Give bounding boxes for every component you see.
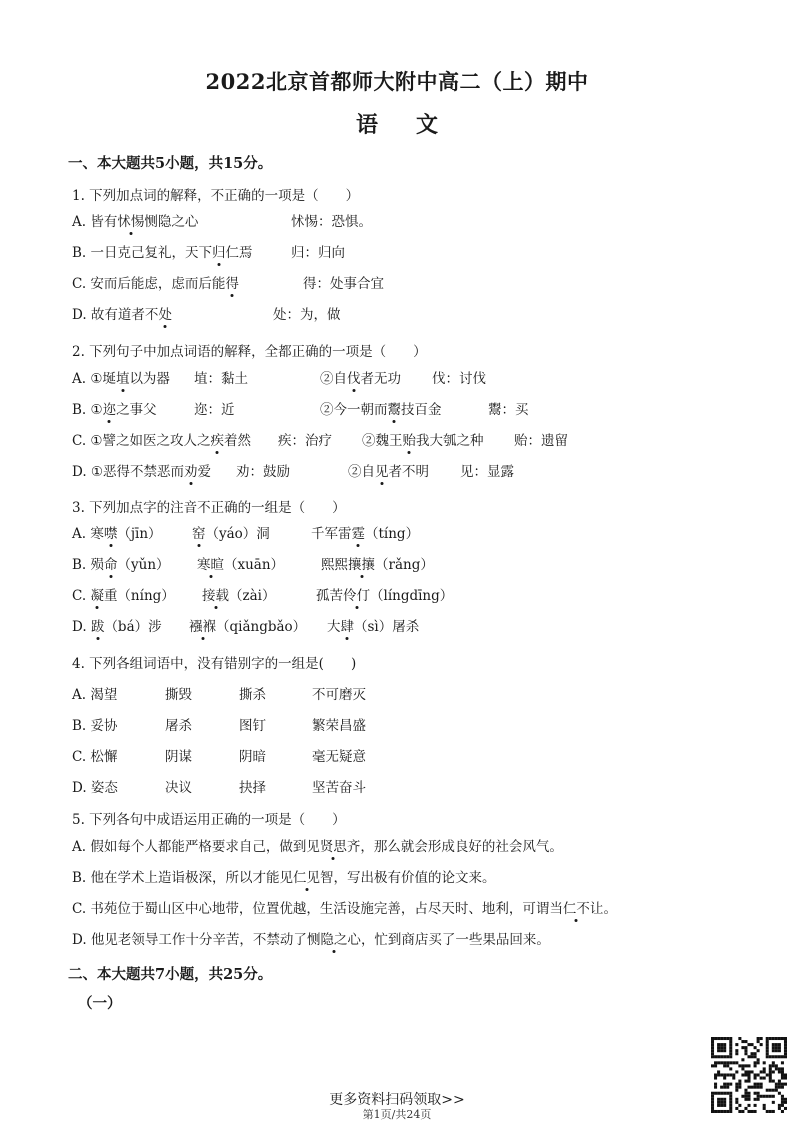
q3-option-c-word2: 接载（zài）: [202, 584, 275, 604]
q1-option-c-gloss: 得：处事合宜: [303, 276, 384, 292]
q2-option-a-gloss1: 埴：黏土: [194, 371, 248, 387]
q4-option-c-word3: 阴暗: [239, 749, 266, 765]
q2-option-b-part2: ②今一朝而鬻技百金: [320, 398, 442, 418]
question-5-stem: 5. 下列各句中成语运用正确的一项是（ ）: [72, 812, 346, 828]
q4-option-b-word2: 屠杀: [165, 718, 192, 734]
q1-option-c: C. 安而后能虑，虑而后能得: [72, 272, 239, 292]
q4-option-d-word4: 坚苦奋斗: [312, 780, 366, 796]
q4-option-b-word3: 图钉: [239, 718, 266, 734]
q3-option-d-word2: 襁褓（qiǎngbǎo）: [189, 615, 306, 635]
page-title: 2022北京首都师大附中高二（上）期中: [205, 69, 589, 94]
q4-option-b: B. 妥协: [72, 718, 118, 734]
q5-option-c: C. 书苑位于蜀山区中心地带，位置优越，生活设施完善，占尽天时、地利，可谓当仁不让。: [72, 897, 617, 917]
q2-option-a-gloss2: 伐：讨伐: [432, 371, 486, 387]
q4-option-a-word2: 撕毁: [165, 687, 192, 703]
q2-option-c-part2: ②魏王贻我大瓠之种: [362, 429, 484, 449]
q4-option-c-word2: 阴谋: [165, 749, 192, 765]
q4-option-b-word4: 繁荣昌盛: [312, 718, 366, 734]
q4-option-a: A. 渴望: [72, 687, 118, 703]
q3-option-d-word1: D. 跋（bá）涉: [72, 615, 162, 635]
q4-option-a-word3: 撕杀: [239, 687, 266, 703]
q2-option-d-gloss2: 见：显露: [460, 464, 514, 480]
q2-option-c-gloss1: 疾：治疗: [278, 433, 332, 449]
q4-option-a-word4: 不可磨灭: [312, 687, 366, 703]
q3-option-b-word3: 熙熙攘攘（rǎng）: [321, 553, 434, 573]
q5-option-a: A. 假如每个人都能严格要求自己，做到见贤思齐，那么就会形成良好的社会风气。: [72, 835, 563, 855]
question-2-stem: 2. 下列句子中加点词语的解释，全都正确的一项是（ ）: [72, 344, 427, 360]
q1-option-a-gloss: 怵惕：恐惧。: [291, 214, 372, 230]
q4-option-d-word2: 决议: [165, 780, 192, 796]
q3-option-d-word3: 大肆（sì）屠杀: [327, 615, 419, 635]
q1-option-a: A. 皆有怵惕恻隐之心: [72, 210, 198, 230]
q1-option-d-gloss: 处：为，做: [273, 307, 341, 323]
q4-option-d-word3: 抉择: [239, 780, 266, 796]
q2-option-a-part1: A. ①埏埴以为器: [72, 367, 170, 387]
q2-option-c-part1: C. ①譬之如医之攻人之疾着然: [72, 429, 251, 449]
q2-option-c-gloss2: 贻：遗留: [514, 433, 568, 449]
question-1-stem: 1. 下列加点词的解释，不正确的一项是（ ）: [72, 188, 360, 204]
q3-option-a-word2: 窑（yáo）洞: [192, 522, 270, 542]
q2-option-d-part2: ②自见者不明: [348, 460, 429, 480]
q2-option-d-part1: D. ①恶得不禁恶而劝爱: [72, 460, 211, 480]
q3-option-c-word3: 孤苦伶仃（língdīng）: [316, 584, 453, 604]
q3-option-b-word2: 寒暄（xuān）: [197, 553, 284, 573]
q3-option-a-word1: A. 寒噤（jīn）: [72, 522, 162, 542]
question-3-stem: 3. 下列加点字的注音不正确的一组是（ ）: [72, 500, 346, 516]
q2-option-d-gloss1: 劝：鼓励: [236, 464, 290, 480]
q1-option-b: B. 一日克己复礼，天下归仁焉: [72, 241, 253, 261]
question-4-stem: 4. 下列各组词语中，没有错别字的一组是( ): [72, 656, 357, 672]
q3-option-c-word1: C. 凝重（níng）: [72, 584, 175, 604]
q4-option-c-word4: 毫无疑意: [312, 749, 366, 765]
q1-option-d: D. 故有道者不处: [72, 303, 172, 323]
qr-code-icon[interactable]: [711, 1037, 787, 1113]
page-number: 第1页/共24页: [362, 1108, 432, 1121]
q2-option-b-gloss1: 迩：近: [194, 402, 235, 418]
q2-option-a-part2: ②自伐者无功: [320, 367, 401, 387]
q5-option-b: B. 他在学术上造诣极深，所以才能见仁见智，写出极有价值的论文来。: [72, 866, 496, 886]
q4-option-c: C. 松懈: [72, 749, 118, 765]
q5-option-d: D. 他见老领导工作十分辛苦，不禁动了恻隐之心，忙到商店买了一些果品回来。: [72, 928, 550, 948]
q3-option-b-word1: B. 殒命（yǔn）: [72, 553, 170, 573]
subject-title: 语文: [355, 112, 476, 138]
q4-option-d: D. 姿态: [72, 780, 118, 796]
q1-option-b-gloss: 归：归向: [291, 245, 345, 261]
section-heading-1: 一、本大题共5小题，共15分。: [68, 155, 273, 172]
footer-promo-link[interactable]: 更多资料扫码领取>>: [329, 1092, 465, 1108]
q3-option-a-word3: 千军雷霆（tíng）: [311, 522, 419, 542]
section-heading-2: 二、本大题共7小题，共25分。: [68, 966, 273, 983]
q2-option-b-gloss2: 鬻：买: [488, 402, 529, 418]
section-2-part-1: （一）: [78, 995, 122, 1012]
q2-option-b-part1: B. ①迩之事父: [72, 398, 157, 418]
